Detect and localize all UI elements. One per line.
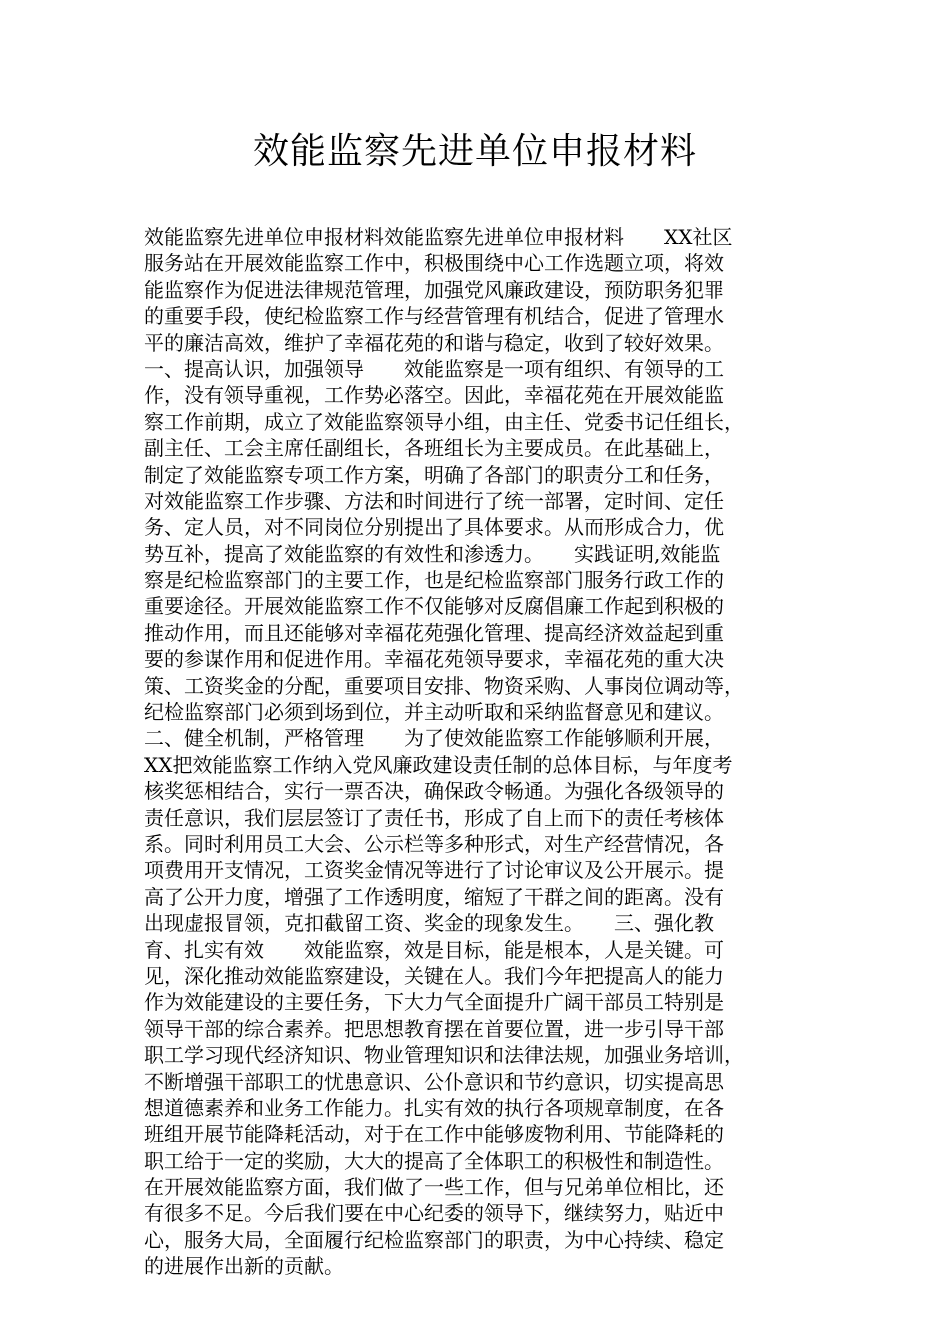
body-text-line: 不断增强干部职工的忧患意识、公仆意识和节约意识，切实提高思 [144, 1069, 724, 1094]
body-text-line: 系。同时利用员工大会、公示栏等多种形式，对生产经营情况，各 [144, 831, 724, 856]
body-text-line: 推动作用，而且还能够对幸福花苑强化管理、提高经济效益起到重 [144, 620, 724, 645]
body-text-line: XX把效能监察工作纳入党风廉政建设责任制的总体目标，与年度考 [144, 752, 733, 777]
body-text-line: 制定了效能监察专项工作方案，明确了各部门的职责分工和任务， [144, 462, 724, 487]
body-text-line: 重要途径。开展效能监察工作不仅能够对反腐倡廉工作起到积极的 [144, 594, 724, 619]
body-text-line: 想道德素养和业务工作能力。扎实有效的执行各项规章制度，在各 [144, 1095, 724, 1120]
body-text-line: 职工学习现代经济知识、物业管理知识和法律法规，加强业务培训， [144, 1043, 744, 1068]
body-text-line: 在开展效能监察方面，我们做了一些工作，但与兄弟单位相比，还 [144, 1175, 724, 1200]
body-text-line: 职工给于一定的奖励，大大的提高了全体职工的积极性和制造性。 [144, 1148, 724, 1173]
body-text-line: 纪检监察部门必须到场到位，并主动听取和采纳监督意见和建议。 [144, 700, 724, 725]
body-text-line: 领导干部的综合素养。把思想教育摆在首要位置，进一步引导干部 [144, 1016, 724, 1041]
body-text-line: 效能监察先进单位申报材料效能监察先进单位申报材料 XX社区 [144, 225, 733, 249]
document-body [144, 224, 816, 1280]
body-text-line: 责任意识，我们层层签订了责任书，形成了自上而下的责任考核体 [144, 805, 724, 830]
body-text-line: 二、健全机制，严格管理 为了使效能监察工作能够顺利开展， [144, 726, 724, 751]
body-text-line: 的重要手段，使纪检监察工作与经营管理有机结合，促进了管理水 [144, 304, 724, 329]
document-title: 效能监察先进单位申报材料 [252, 131, 697, 172]
body-text-line: 务、定人员，对不同岗位分别提出了具体要求。从而形成合力，优 [144, 515, 724, 540]
body-text-line: 班组开展节能降耗活动，对于在工作中能够废物利用、节能降耗的 [144, 1122, 724, 1147]
body-text-line: 副主任、工会主席任副组长，各班组长为主要成员。在此基础上， [144, 436, 724, 461]
body-text-line: 一、提高认识，加强领导 效能监察是一项有组织、有领导的工 [144, 356, 724, 381]
body-text-line: 出现虚报冒领，克扣截留工资、奖金的现象发生。 三、强化教 [144, 911, 714, 936]
body-text-line: 高了公开力度，增强了工作透明度，缩短了干群之间的距离。没有 [144, 884, 724, 909]
body-text-line: 作，没有领导重视，工作势必落空。因此，幸福花苑在开展效能监 [144, 383, 724, 408]
body-text-line: 察是纪检监察部门的主要工作，也是纪检监察部门服务行政工作的 [144, 568, 724, 593]
body-text-line: 能监察作为促进法律规范管理，加强党风廉政建设，预防职务犯罪 [144, 277, 724, 302]
body-text-line: 见，深化推动效能监察建设，关键在人。我们今年把提高人的能力 [144, 963, 724, 988]
body-text-line: 策、工资奖金的分配，重要项目安排、物资采购、人事岗位调动等， [144, 673, 744, 698]
body-text-line: 平的廉洁高效，维护了幸福花苑的和谐与稳定，收到了较好效果。 [144, 330, 724, 355]
body-text-line: 作为效能建设的主要任务，下大力气全面提升广阔干部员工特别是 [144, 990, 724, 1015]
body-text-line: 势互补，提高了效能监察的有效性和渗透力。 实践证明,效能监 [144, 541, 721, 566]
body-text-line: 要的参谋作用和促进作用。幸福花苑领导要求，幸福花苑的重大决 [144, 647, 724, 672]
body-text-line: 核奖惩相结合，实行一票否决，确保政令畅通。为强化各级领导的 [144, 779, 724, 804]
body-text-line: 有很多不足。今后我们要在中心纪委的领导下，继续努力，贴近中 [144, 1201, 724, 1226]
body-text-line: 的进展作出新的贡献。 [144, 1254, 344, 1279]
body-text-line: 项费用开支情况，工资奖金情况等进行了讨论审议及公开展示。提 [144, 858, 724, 883]
body-text-line: 对效能监察工作步骤、方法和时间进行了统一部署，定时间、定任 [144, 488, 724, 513]
body-text-line: 察工作前期，成立了效能监察领导小组，由主任、党委书记任组长， [144, 409, 744, 434]
body-text-line: 心，服务大局，全面履行纪检监察部门的职责，为中心持续、稳定 [144, 1227, 724, 1252]
body-text-line: 服务站在开展效能监察工作中，积极围绕中心工作选题立项，将效 [144, 251, 724, 276]
body-text-line: 育、扎实有效 效能监察，效是目标，能是根本，人是关键。可 [144, 937, 724, 962]
